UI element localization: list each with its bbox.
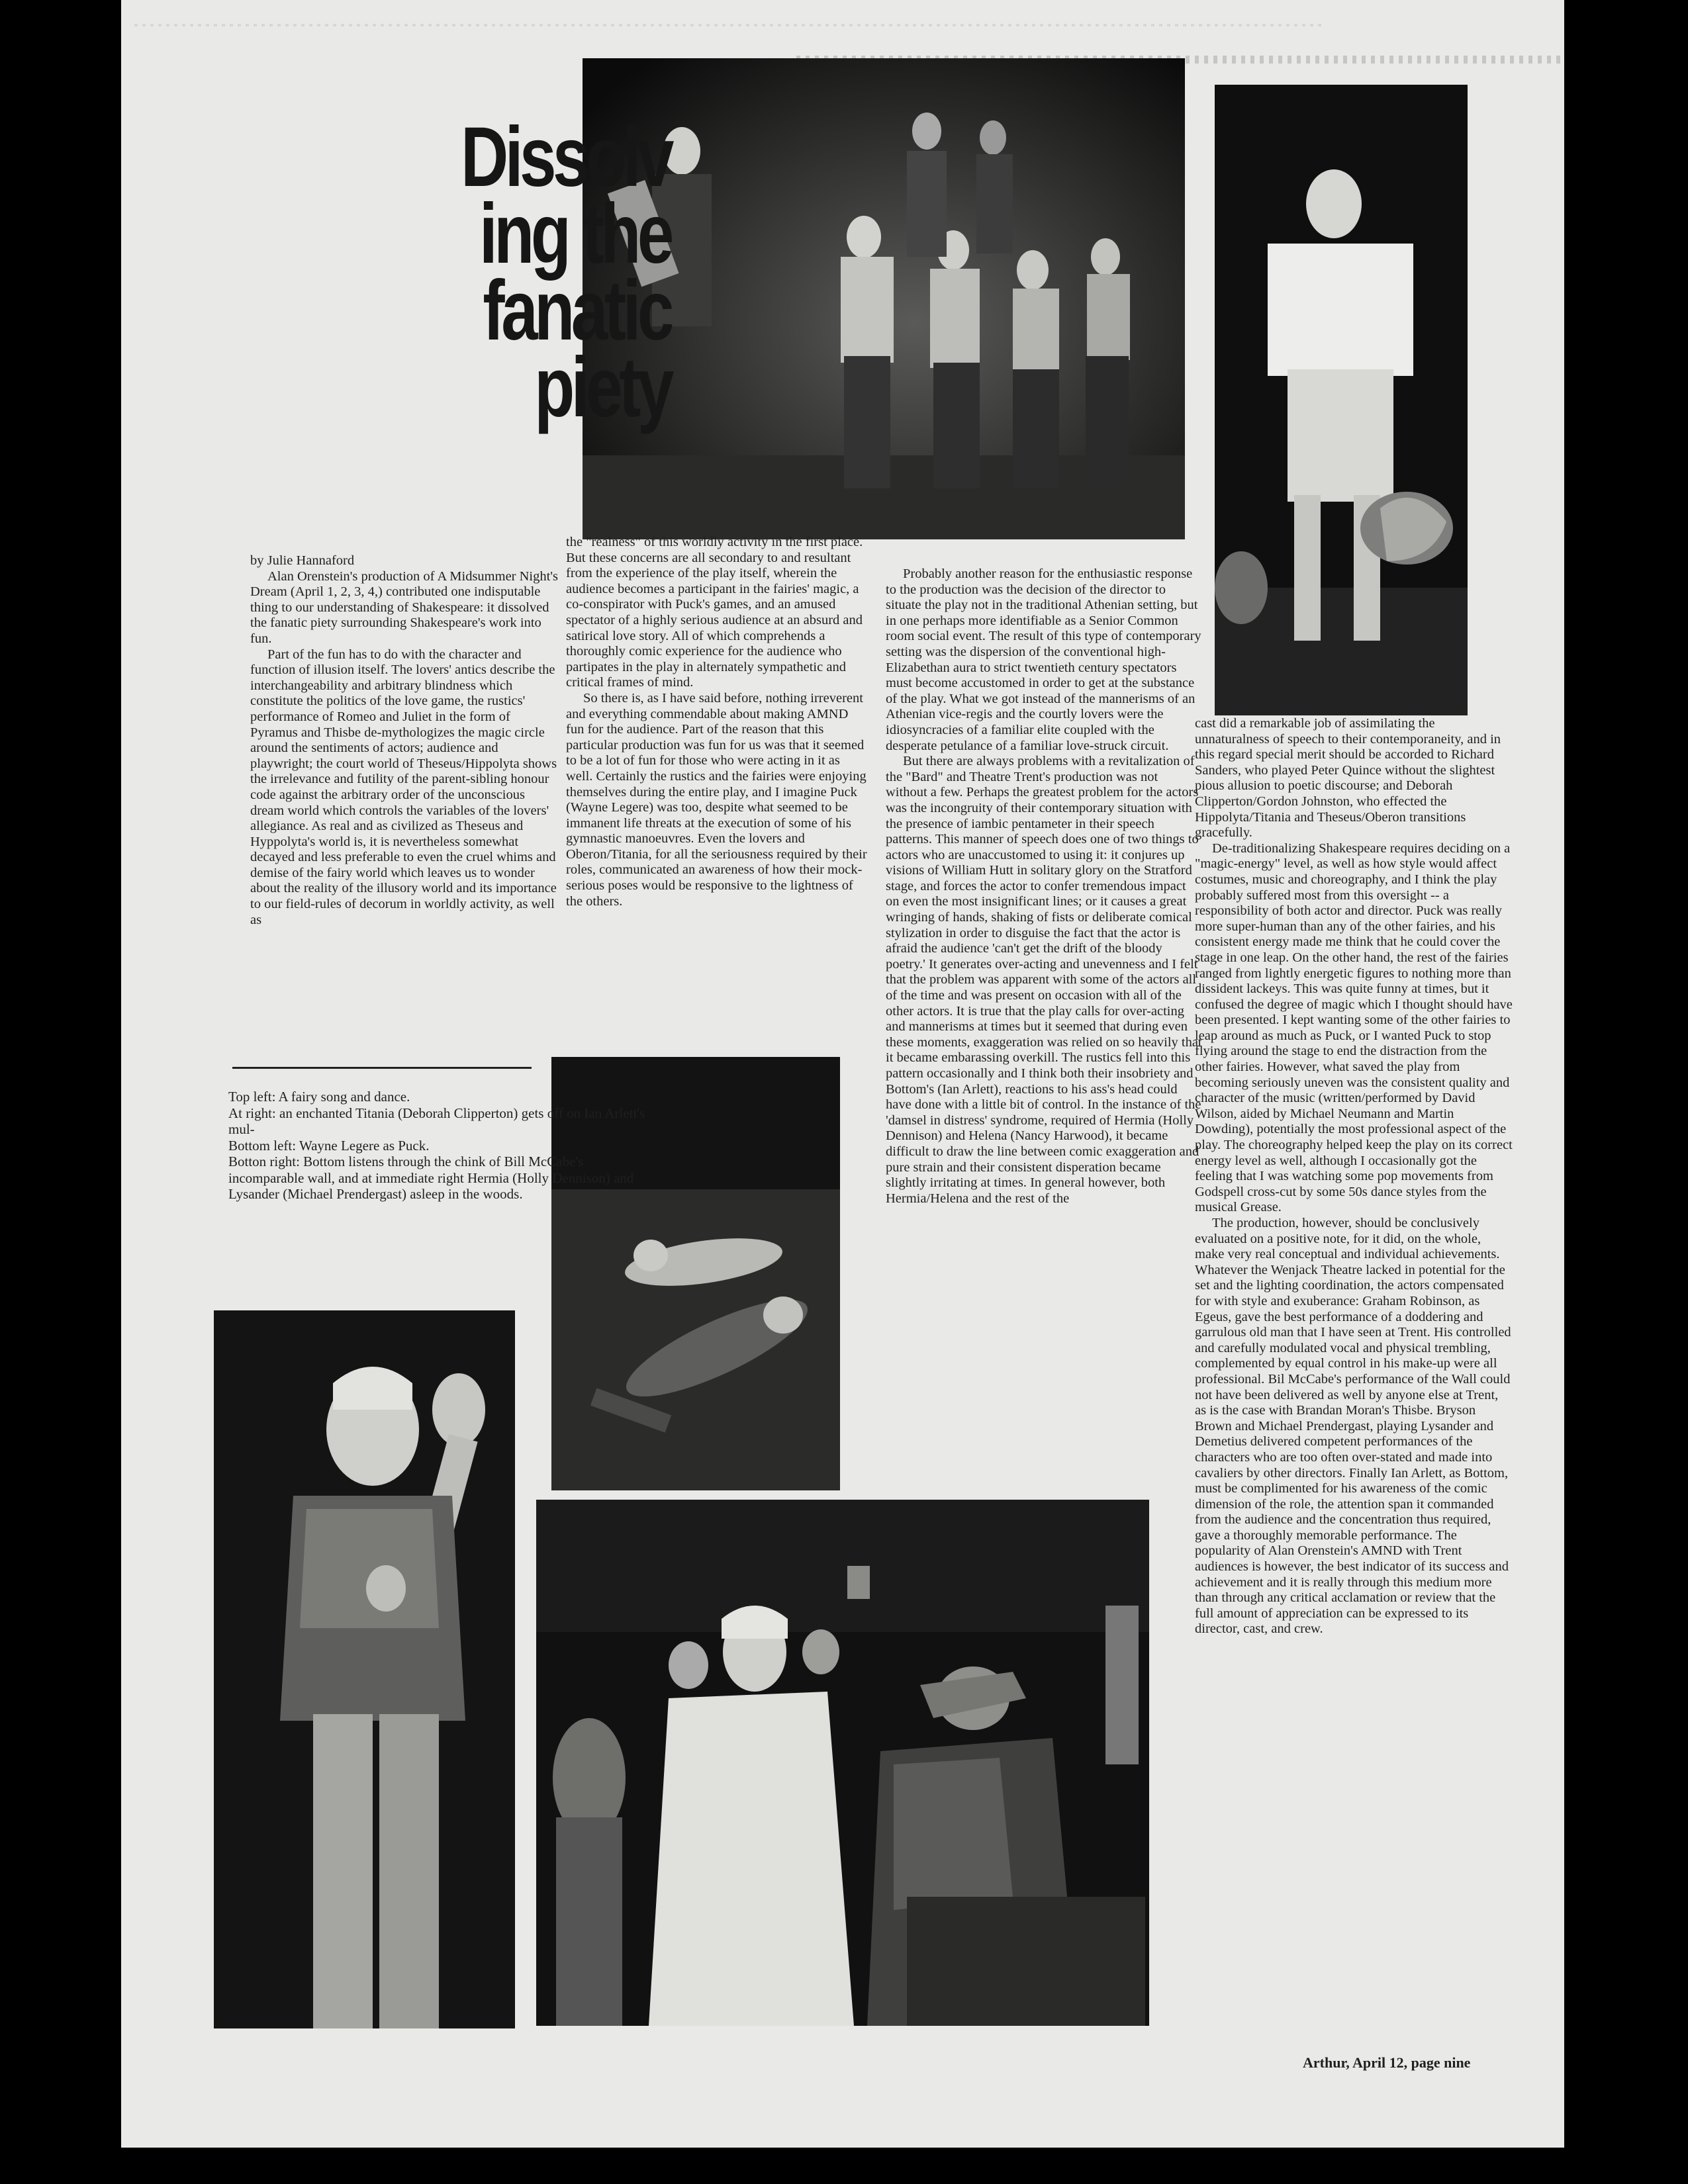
photo-caption xyxy=(228,1089,652,1203)
paragraph: the "realness" of this worldly activity in the first place. But these concerns are all secondary to and resultant from the experience of the play itself, wherein the audience becomes a participant in the fairies' magic, a co-conspirator with Puck's games, and an amused spectator of a highly serious audience at an absurd and satirical love story. All of which comprehends a thoroughly comic experience for the audience who partipates in the play in alternately sympathetic and critical frames of mind. xyxy=(566,535,863,690)
caption-line: Bottom left: Wayne Legere as Puck. xyxy=(228,1137,430,1154)
article-column-1 xyxy=(250,553,560,928)
paragraph: De-traditionalizing Shakespeare requires deciding on a "magic-energy" level, as well as how style would affect costumes, music and choreography, and I think the play probably suffered most from this oversight -- a responsibility of both actor and director. Puck was really more super-human than any of the other fairies, and his consistent energy made me think that he could cover the stage in one leap. On the other hand, the rest of the fairies ranged from lightly energetic figures to nothing more than dissident lackeys. This was quite funny at times, but it confused the degree of magic which I thought should have been presented. I kept wanting some of the other fairies to leap around as much as Puck, or I wanted Puck to stop flying around the stage to end the distraction from the other fairies. However, what saved the play from becoming seriously uneven was the consistent quality and character of the music (written/performed by David Wilson, aided by Michael Neumann and Martin Dowding), potentially the most professional aspect of the play. The choreography helped keep the play on its correct energy level as well, although I occasionally got the feeling that I was watching some pop movements from Godspell cross-cut by some 50s dance styles from the musical Grease. xyxy=(1195,841,1513,1215)
photo-bottom-wall xyxy=(536,1500,1149,2026)
page-footer: Arthur, April 12, page nine xyxy=(1303,2054,1471,2071)
article-column-2 xyxy=(566,535,869,909)
caption-line: At right: an enchanted Titania (Deborah Clipperton) gets off on Ian Arlett's mul- xyxy=(228,1105,645,1137)
caption-line: Top left: A fairy song and dance. xyxy=(228,1089,410,1105)
paragraph: Probably another reason for the enthusiastic response to the production was the decision of the director to situate the play not in the traditional Athenian setting, but in one perhaps more identifiable as a Senior Common room social event. The result of this type of contemporary setting was the dispersion of the conventional high-Elizabethan aura to strict twentieth century spectators must become accustomed in order to get at the substance of the play. What we got instead of the mannerisms of an Athenian vice-regis and the courtly lovers were the idiosyncracies of a familiar elite coupled with the desperate petulance of a familiar love-struck circuit. xyxy=(886,567,1201,753)
headline-line: Dissolv xyxy=(461,110,671,205)
article-column-3 xyxy=(886,567,1202,1206)
paragraph: The production, however, should be conclusively evaluated on a positive note, for it did, on the whole, make very real conceptual and individual achievements. Whatever the Wenjack Theatre lacked in potential for the set and the lighting coordination, the actors compensated for with style and exuberance: Graham Robinson, as Egeus, gave the best performance of a doddering and garrulous old man that I have seen at Trent. His controlled and carefully modulated vocal and physical trembling, complemented by equal control in his make-up were all professional. Bil McCabe's performance of the Wall could not have been delivered as well by anyone else at Trent, as is the case with Brandan Moran's Thisbe. Bryson Brown and Michael Prendergast, playing Lysander and Demetius delivered competent performances of the characters who are too often over-stated and made into cavaliers by other directors. Finally Ian Arlett, as Bottom, must be complimented for his awareness of the comic dimension of the role, the attention span it commanded from the audience and the concentration thus required, gave a thoroughly memorable performance. The popularity of Alan Orenstein's AMND with Trent audiences is however, the best indicator of its success and achievement and it is really through this medium more than through any critical acclamation or review that the full amount of appreciation can be expressed to its director, cast, and crew. xyxy=(1195,1216,1511,1637)
headline-line: ing the xyxy=(479,187,671,281)
headline-line: piety xyxy=(534,340,671,435)
newspaper-page xyxy=(121,0,1564,2148)
perforation-edge xyxy=(134,24,1326,26)
paragraph: So there is, as I have said before, nothing irreverent and everything commendable about making AMND fun for the audience. Part of the reason that this particular production was fun for us was that it seemed to be a lot of fun for those who were acting in it as well. Certainly the rustics and the fairies were enjoying themselves during the entire play, and I imagine Puck (Wayne Legere) was too, despite what seemed to be immanent life threats at the execution of some of his gymnastic manoeuvres. Even the lovers and Oberon/Titania, for all the seriousness required by their roles, communicated an awareness of how their mock-serious poses would be responsive to the lightness of the others. xyxy=(566,690,867,909)
photo-fairy-dance xyxy=(583,58,1185,539)
photo-titania xyxy=(1215,85,1468,715)
paragraph: Alan Orenstein's production of A Midsummer Night's Dream (April 1, 2, 3, 4,) contributed one indisputable thing to our understanding of Shakespeare: it dissolved the fanatic piety surrounding Shakespeare's work into fun. xyxy=(250,569,558,646)
photo-puck xyxy=(214,1310,515,2028)
divider-rule xyxy=(232,1067,532,1069)
caption-line: Botton right: Bottom listens through the chink of Bill McCabe's incomparable wall, and at immediate right Hermia (Holly Dennison) and Lysander (Michael Prendergast) asleep in the woods. xyxy=(228,1154,634,1202)
headline-line: fanatic xyxy=(483,263,671,358)
article-column-4 xyxy=(1195,716,1513,1637)
paragraph: But there are always problems with a revitalization of the "Bard" and Theatre Trent's production was not without a few. Perhaps the greatest problem for the actors was the incongruity of their contemporary situation with the presence of iambic pentameter in their speech patterns. This manner of speech does one of two things to actors who are unaccustomed to using it: it conjures up visions of William Hutt in solitary glory on the Stratford stage, and forces the actor to confer tremendous impact on even the most insignificant lines; or it causes a great wringing of hands, shaking of fists or deliberate comical stylization in order to disguise the fact that the actor is afraid the audience 'can't get the drift of the bloody poetry.' It generates over-acting and unevenness and I felt that the problem was apparent with some of the actors all of the time and was present on occasion with all of the other actors. It is true that the play calls for over-acting and mannerisms at times but it seemed that during even these moments, exaggeration was relied on so heavily that it became embarassing overkill. The rustics fell into this pattern occasionally and I think both their insobriety and Bottom's (Ian Arlett), reactions to his ass's head could have done with a little bit of control. In the instance of the 'damsel in distress' syndrome, required of Hermia (Holly Dennison) and Helena (Nancy Harwood), it became difficult to draw the line between comic exaggeration and pure strain and their consistent disperation became slightly irritating at times. In general however, both Hermia/Helena and the rest of the xyxy=(886,754,1202,1206)
paragraph: cast did a remarkable job of assimilating the unnaturalness of speech to their contemporaneity, and in this regard special merit should be accorded to Richard Sanders, who played Peter Quince without the slightest pious allusion to poetic discourse; and Deborah Clipperton/Gordon Johnston, who effected the Hippolyta/Titania and Theseus/Oberon transitions gracefully. xyxy=(1195,716,1501,841)
headline xyxy=(371,110,671,435)
paragraph: Part of the fun has to do with the character and function of illusion itself. The lovers' antics describe the interchangeability and arbitrary blindness which constitute the politics of the love game, the rustics' performance of Romeo and Juliet in the form of Pyramus and Thisbe de-mythologizes the magic circle around the sentiments of actors; audience and playwright; the court world of Theseus/Hippolyta shows the irrelevance and futility of the parent-sibling honour code against the arbitrary order of the unconscious dream world which controls the variables of the lovers' allegiance. As real and as civilized as Theseus and Hyppolyta's world is, it is nevertheless somewhat decayed and less preferable to even the cruel whims and demise of the fairy world which leaves us to wonder about the reality of the illusory world and its importance to our field-rules of decorum in worldly activity, as well as xyxy=(250,647,557,927)
byline: by Julie Hannaford xyxy=(250,553,355,568)
